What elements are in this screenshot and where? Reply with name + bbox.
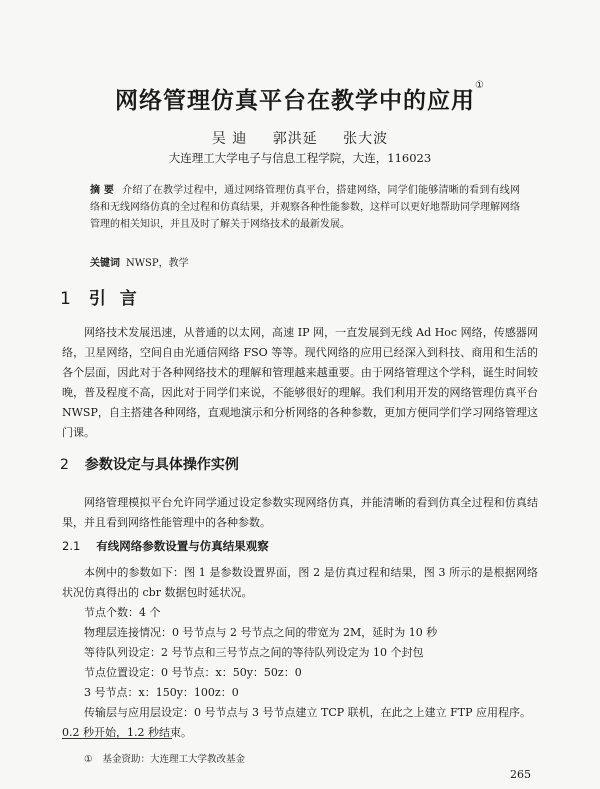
- abstract-label: 摘 要: [90, 185, 115, 196]
- param-line: 物理层连接情况：0 号节点与 2 号节点之间的带宽为 2M，延时为 10 秒: [84, 626, 438, 639]
- abstract-text: 介绍了在教学过程中，通过网络管理仿真平台，搭建网络，同学们能够清晰的看到有线网络和无线网络仿真的全过程和仿真结果，并观察各种性能参数，这样可以更好地帮助同学理解网络管理的相关知识，并且及时了解关于网络技术的最新发展。: [90, 185, 521, 230]
- footnote: [84, 751, 245, 765]
- section-heading-params: [60, 454, 239, 474]
- keywords-label: 关键词: [90, 258, 120, 269]
- section-number: 1: [60, 289, 75, 309]
- section-title: 引 言: [88, 289, 141, 309]
- param-line: 节点个数：4 个: [84, 606, 161, 619]
- author-2: 郭洪延: [272, 131, 318, 147]
- page-number: 265: [510, 768, 531, 781]
- subsection-title: 有线网络参数设置与仿真结果观察: [96, 539, 269, 553]
- section-heading-intro: [60, 284, 141, 309]
- subsection-number: 2.1: [62, 539, 81, 553]
- affiliation: 大连理工大学电子与信息工程学院，大连，116023: [168, 151, 432, 165]
- title-text: 网络管理仿真平台在教学中的应用: [115, 88, 476, 114]
- section-title: 参数设定与具体操作实例: [84, 457, 239, 473]
- footnote-text: 基金资助：大连理工大学教改基金: [102, 754, 246, 765]
- paragraph-params-intro: 网络管理模拟平台允许同学通过设定参数实现网络仿真，并能清晰的看到仿真全过程和仿真结果，并且看到网络性能管理中的各种参数。: [62, 496, 538, 529]
- keywords: [90, 254, 189, 269]
- subsection-heading-wired: [62, 538, 269, 554]
- author-1: 吴 迪: [211, 131, 248, 147]
- param-line: 3 号节点：x：150y：100z：0: [84, 686, 239, 699]
- author-list: [0, 128, 600, 148]
- footnote-mark: ①: [84, 754, 93, 765]
- paragraph-wired-example: 本例中的参数如下：图 1 是参数设置界面，图 2 是仿真过程和结果，图 3 所示的是根据网络状况仿真得出的 cbr 数据包时延状况。: [62, 566, 538, 599]
- abstract: [90, 182, 520, 233]
- author-3: 张大波: [343, 131, 389, 147]
- param-line-continued: 0.2 秒开始，1.2 秒结束。: [62, 726, 192, 739]
- param-line: 节点位置设定：0 号节点：x：50y：50z：0: [84, 666, 302, 679]
- footnote-rule: [62, 738, 172, 739]
- param-line: 等待队列设定：2 号节点和三号节点之间的等待队列设定为 10 个封包: [84, 646, 424, 659]
- param-line: 传输层与应用层设定：0 号节点与 3 号节点建立 TCP 联机，在此之上建立 FTP 应用程序。: [84, 706, 531, 719]
- title-footnote-mark: ①: [475, 80, 485, 91]
- keywords-text: NWSP，教学: [126, 258, 189, 269]
- section-number: 2: [60, 457, 69, 473]
- paper-title: [0, 82, 600, 115]
- paragraph-intro: 网络技术发展迅速，从普通的以太网，高速 IP 网，一直发展到无线 Ad Hoc 网络，传感器网络，卫星网络，空间自由光通信网络 FSO 等等。现代网络的应用已经深入到科技、商用和生活的各个层面，因此对于各种网络技术的理解和管理越来越重要。由于网络管理这个学科，诞生时间较晚，普及程度不高，因此对于同学们来说，不能够很好的理解。我们利用开发的网络管理仿真平台 NWSP，自主搭建各种网络，直观地演示和分析网络的各种参数，更加方便同学们学习网络管理这门课。: [62, 326, 538, 439]
